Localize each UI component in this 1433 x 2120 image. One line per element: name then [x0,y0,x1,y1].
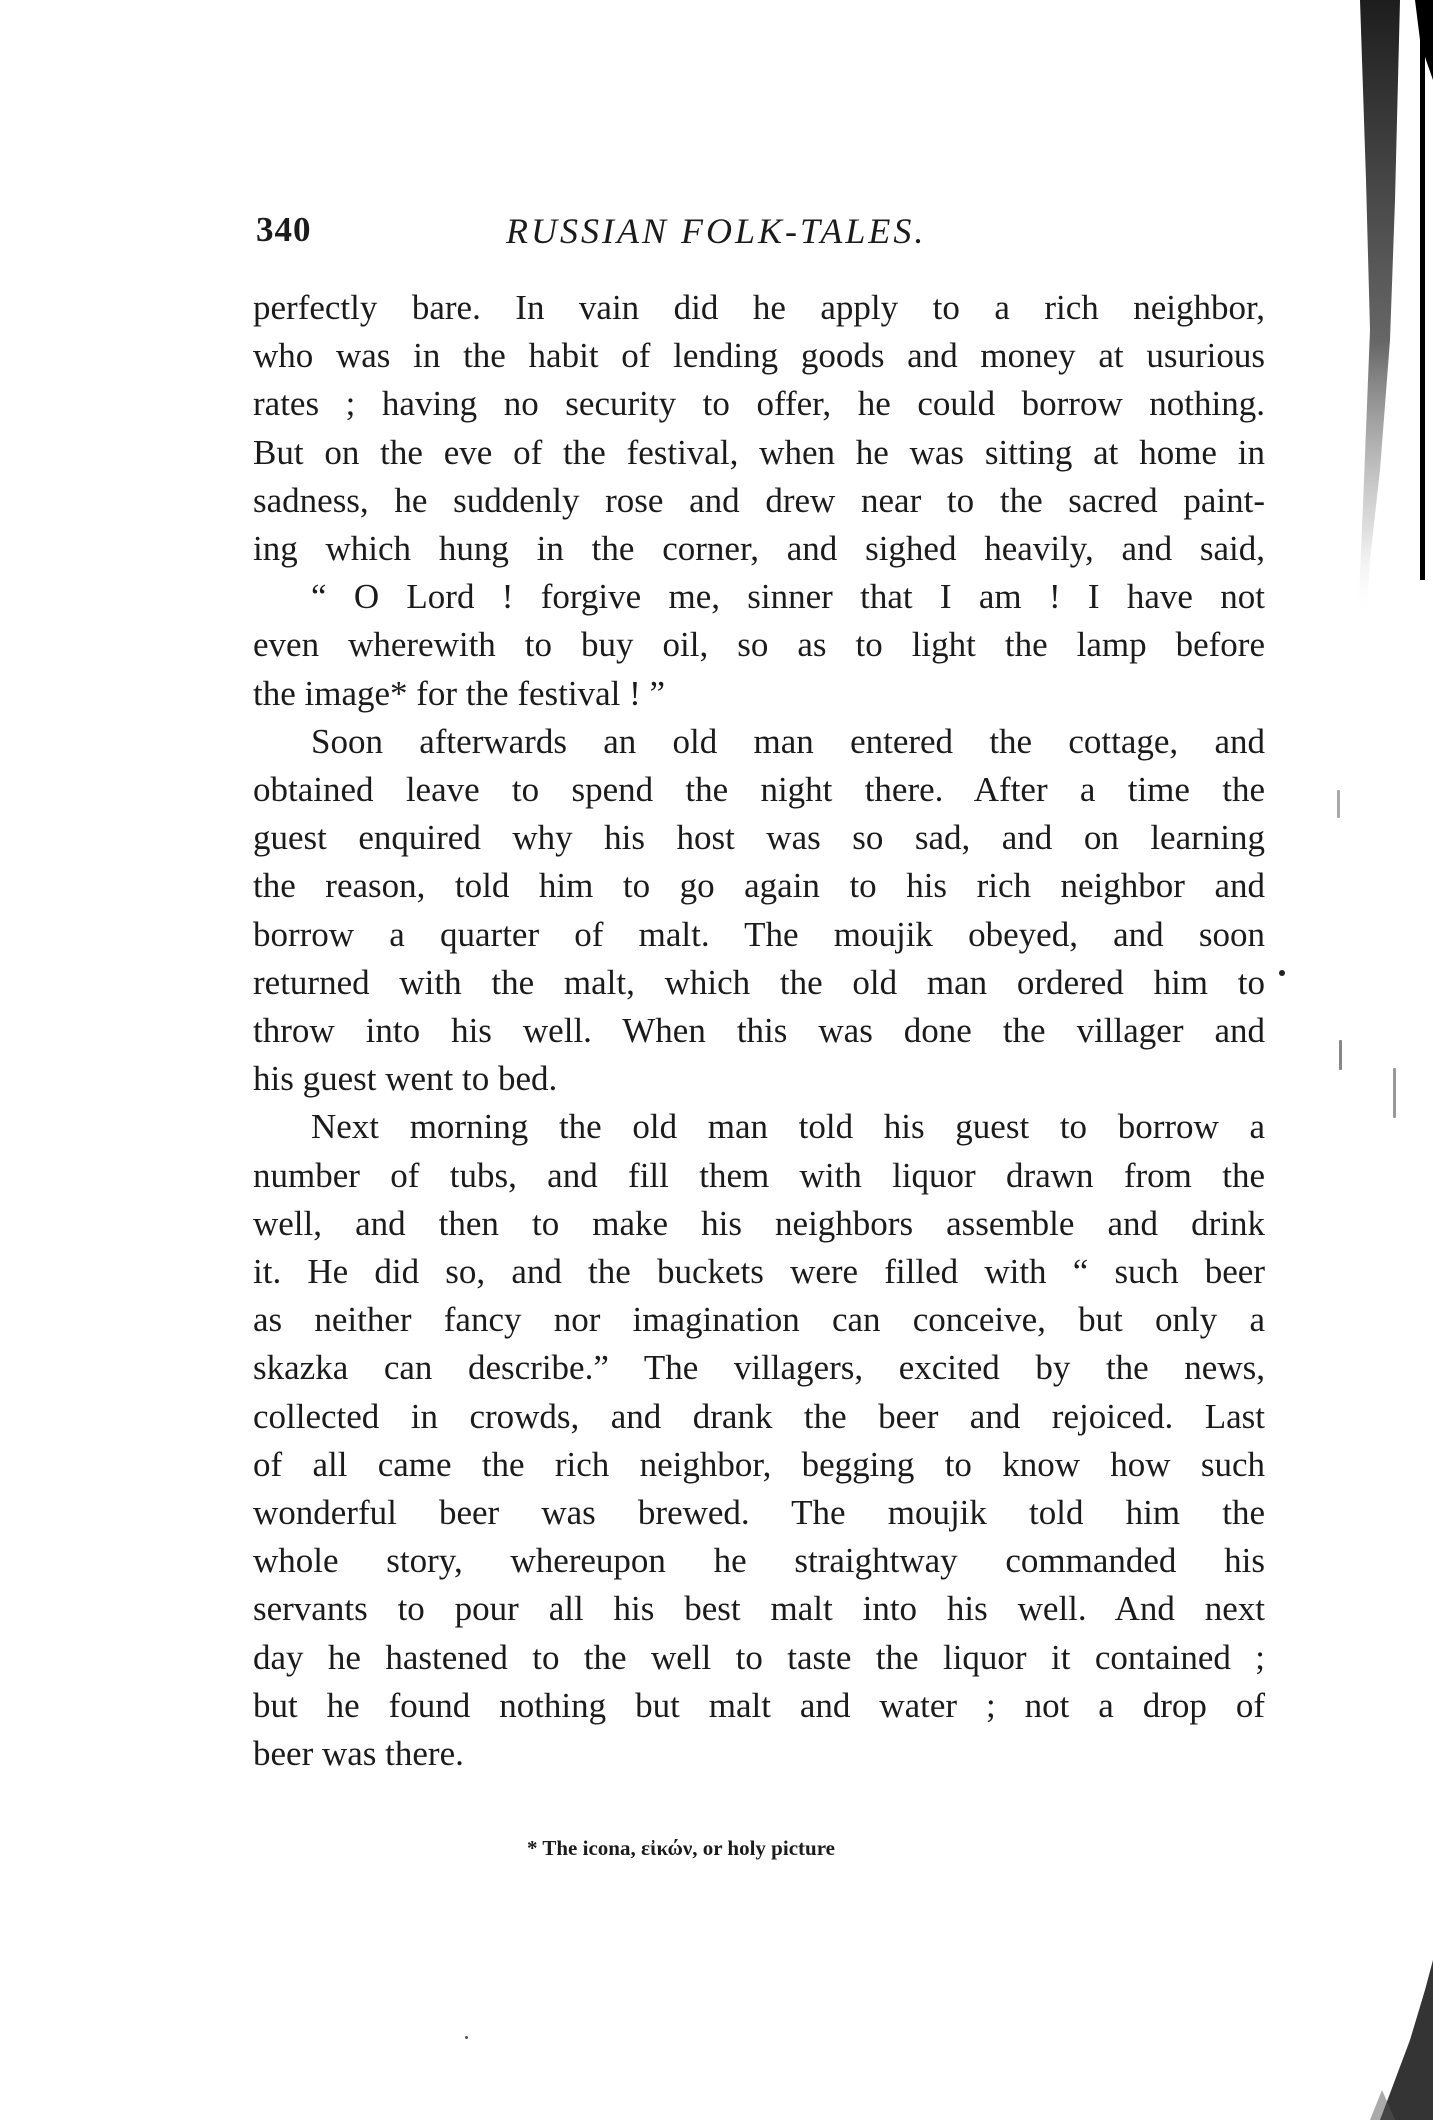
text-line: as neither fancy nor imagination can conceive, but only a [253,1300,1265,1340]
text-line: skazka can describe.” The villagers, excited by the news, [253,1348,1265,1388]
text-line: ing which hung in the corner, and sighed heavily, and said, [253,529,1265,569]
text-line: throw into his well. When this was done the villager and [253,1011,1265,1051]
text-line: even wherewith to buy oil, so as to light the lamp before [253,625,1265,665]
text-line: but he found nothing but malt and water ; not a drop of [253,1685,1265,1725]
text-line: whole story, whereupon he straightway commanded his [253,1541,1265,1581]
text-line: perfectly bare. In vain did he apply to a rich neighbor, [253,288,1265,327]
scan-edge-shadow [1340,0,1433,620]
text-line: guest enquired why his host was so sad, and on learning [253,818,1265,858]
text-line: his guest went to bed. [253,1059,558,1099]
text-line: it. He did so, and the buckets were filled with “ such beer [253,1252,1265,1292]
ink-speck [1337,790,1340,818]
running-title: RUSSIAN FOLK-TALES. [506,211,927,251]
scan-edge-bottom [1300,1960,1433,2120]
text-line: who was in the habit of lending goods and money at usurious [253,336,1265,376]
ink-speck [1393,1068,1396,1118]
text-line: well, and then to make his neighbors assemble and drink [253,1203,1265,1243]
text-line: number of tubs, and fill them with liquor drawn from the [253,1155,1265,1195]
text-line: “ O Lord ! forgive me, sinner that I am ! I have not [311,577,1265,617]
text-line: obtained leave to spend the night there. After a time the [253,770,1265,810]
body-text [253,284,1265,1778]
text-line: But on the eve of the festival, when he was sitting at home in [253,432,1265,472]
ink-speck [1339,1040,1342,1070]
text-line: collected in crowds, and drank the beer and rejoiced. Last [253,1396,1265,1436]
text-line: the reason, told him to go again to his rich neighbor and [253,866,1265,906]
text-line: servants to pour all his best malt into his well. And next [253,1589,1265,1629]
text-line: of all came the rich neighbor, begging to know how such [253,1444,1265,1484]
text-line: borrow a quarter of malt. The moujik obeyed, and soon [253,914,1265,954]
text-line: beer was there. [253,1734,464,1774]
text-line: the image* for the festival ! ” [253,673,666,713]
text-line: sadness, he suddenly rose and drew near to the sacred paint- [253,480,1265,520]
page-number: 340 [256,210,312,249]
text-line: day he hastened to the well to taste the liquor it contained ; [253,1637,1265,1677]
ink-speck [1279,970,1285,976]
ink-speck [465,2036,468,2039]
text-line: rates ; having no security to offer, he could borrow nothing. [253,384,1265,424]
text-line: Next morning the old man told his guest to borrow a [311,1107,1265,1147]
page-header [256,210,1256,266]
text-line: returned with the malt, which the old man ordered him to [253,962,1265,1002]
text-line: Soon afterwards an old man entered the cottage, and [311,721,1265,761]
text-line: wonderful beer was brewed. The moujik told him the [253,1493,1265,1533]
footnote: * The icona, εἰκών, or holy picture [527,1836,835,1860]
